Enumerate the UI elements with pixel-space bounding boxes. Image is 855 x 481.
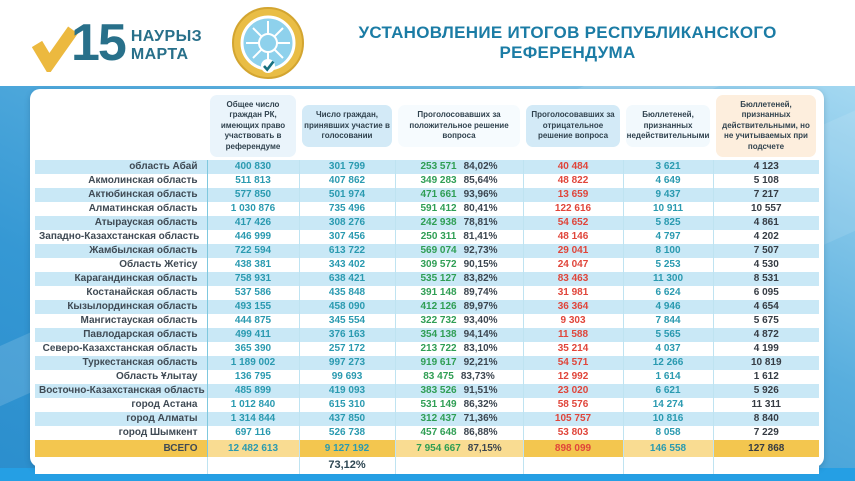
eligible-count: 444 875 [234, 315, 272, 327]
participated-count: 308 276 [299, 216, 395, 230]
eligible-count: 446 999 [234, 231, 272, 243]
invalid-ballots-count: 11 300 [623, 272, 713, 286]
invalid-ballots-count: 10 816 [623, 412, 713, 426]
no-votes-count: 23 020 [523, 384, 623, 398]
uncounted-ballots-count: 4 123 [713, 160, 819, 174]
participated-count: 345 554 [299, 314, 395, 328]
yes-votes-cell [395, 412, 523, 426]
participated-count: 376 163 [299, 328, 395, 342]
invalid-ballots-count: 7 844 [623, 314, 713, 328]
no-votes-count: 105 757 [523, 412, 623, 426]
total-yes-cell [395, 440, 523, 457]
invalid-ballots-count: 6 624 [623, 286, 713, 300]
eligible-count: 1 189 002 [207, 356, 299, 370]
uncounted-ballots-count: 8 840 [713, 412, 819, 426]
yes-votes-percent: 91,51% [463, 385, 498, 397]
region-name: Костанайская область [35, 286, 207, 300]
no-votes-count: 13 659 [523, 188, 623, 202]
yes-votes-count: 322 732 [420, 315, 457, 327]
yes-votes-count: 354 138 [420, 329, 457, 341]
invalid-ballots-count: 8 100 [623, 244, 713, 258]
participated-count: 501 974 [299, 188, 395, 202]
invalid-ballots-count: 12 266 [623, 356, 713, 370]
yes-votes-cell [395, 342, 523, 356]
eligible-count: 438 381 [234, 259, 272, 271]
region-name: Кызылординская область [35, 300, 207, 314]
no-votes-count: 11 588 [523, 328, 623, 342]
top-header-band [0, 0, 855, 86]
yes-votes-cell [395, 258, 523, 272]
no-votes-count: 58 576 [523, 398, 623, 412]
eligible-count: 697 116 [235, 427, 271, 439]
eligible-count: 493 155 [207, 300, 299, 314]
region-name: область Абай [35, 160, 207, 174]
no-votes-count: 29 041 [523, 244, 623, 258]
region-name: город Шымкент [35, 426, 207, 440]
table-row [35, 174, 819, 188]
table-row [35, 314, 819, 328]
table-row [35, 370, 819, 384]
yes-votes-percent: 86,32% [463, 399, 498, 411]
no-votes-count: 35 214 [523, 342, 623, 356]
yes-votes-count: 213 722 [420, 343, 457, 355]
uncounted-ballots-count: 7 507 [713, 244, 819, 258]
yes-votes-count: 309 572 [420, 259, 457, 271]
yes-votes-cell [395, 202, 523, 216]
eligible-count: 537 586 [234, 287, 272, 299]
no-votes-count: 48 146 [523, 230, 623, 244]
table-row [35, 258, 819, 272]
logo-month-text: НАУРЫЗ МАРТА [130, 28, 203, 63]
table-row [35, 328, 819, 342]
invalid-ballots-count: 8 058 [623, 426, 713, 440]
region-name: Павлодарская область [35, 328, 207, 342]
participated-count: 997 273 [299, 356, 395, 370]
uncounted-ballots-count: 11 311 [713, 398, 819, 412]
region-name: город Алматы [35, 412, 207, 426]
eligible-count: 722 594 [207, 244, 299, 258]
yes-votes-percent: 85,64% [463, 175, 498, 187]
total-no-votes: 898 099 [523, 440, 623, 457]
uncounted-ballots-count: 4 654 [713, 300, 819, 314]
table-row [35, 384, 819, 398]
total-eligible: 12 482 613 [207, 440, 299, 457]
yes-votes-percent: 94,14% [463, 329, 498, 341]
table-row [35, 202, 819, 216]
uncounted-ballots-count: 5 926 [713, 384, 819, 398]
yes-votes-percent: 90,15% [463, 259, 498, 271]
region-name: Восточно-Казахстанская область [35, 384, 207, 398]
participated-count: 638 421 [299, 272, 395, 286]
yes-votes-count: 383 526 [420, 385, 457, 397]
no-votes-count: 36 364 [523, 300, 623, 314]
yes-votes-count: 312 437 [420, 413, 457, 425]
table-row [35, 160, 819, 174]
participated-count: 343 402 [299, 258, 395, 272]
table-header [35, 92, 819, 160]
invalid-ballots-count: 3 621 [623, 160, 713, 174]
yes-votes-count: 591 412 [420, 203, 457, 215]
participated-count: 307 456 [299, 230, 395, 244]
uncounted-ballots-count: 10 819 [713, 356, 819, 370]
eligible-count: 136 795 [234, 371, 272, 383]
invalid-ballots-count: 4 946 [623, 300, 713, 314]
table-row [35, 412, 819, 426]
yes-votes-count: 253 571 [420, 161, 457, 173]
uncounted-ballots-count: 6 095 [713, 286, 819, 300]
no-votes-count: 122 616 [523, 202, 623, 216]
col-header-invalid-ballots: Бюллетеней, признанных недействительными [626, 105, 710, 146]
region-name: Область Ұлытау [35, 370, 207, 384]
yes-votes-percent: 89,74% [463, 287, 498, 299]
uncounted-ballots-count: 4 872 [713, 328, 819, 342]
no-votes-count: 24 047 [523, 258, 623, 272]
no-votes-count: 83 463 [523, 272, 623, 286]
invalid-ballots-count: 5 253 [623, 258, 713, 272]
participated-count: 99 693 [299, 370, 395, 384]
invalid-ballots-count: 5 825 [623, 216, 713, 230]
participated-count: 437 850 [299, 412, 395, 426]
yes-votes-cell [395, 286, 523, 300]
yes-votes-cell [395, 300, 523, 314]
total-row [35, 440, 819, 457]
eligible-count: 400 830 [207, 160, 299, 174]
total-uncounted-ballots: 127 868 [713, 440, 819, 457]
table-row [35, 216, 819, 230]
yes-votes-count: 242 938 [420, 217, 457, 229]
no-votes-count: 12 992 [523, 370, 623, 384]
yes-votes-count: 919 617 [420, 357, 457, 369]
yes-votes-count: 569 074 [420, 245, 457, 257]
col-header-yes-votes: Проголосовавших за положительное решение вопроса [398, 105, 520, 146]
total-yes-percent: 87,15% [467, 442, 502, 454]
no-votes-count: 40 484 [523, 160, 623, 174]
invalid-ballots-count: 4 037 [623, 342, 713, 356]
yes-votes-cell [395, 174, 523, 188]
yes-votes-cell [395, 314, 523, 328]
uncounted-ballots-count: 10 557 [713, 202, 819, 216]
page-title: УСТАНОВЛЕНИЕ ИТОГОВ РЕСПУБЛИКАНСКОГО РЕФЕРЕНДУМА [358, 23, 777, 62]
table-row [35, 426, 819, 440]
total-invalid-ballots: 146 558 [623, 440, 713, 457]
table-row [35, 244, 819, 258]
eligible-count: 511 813 [235, 175, 271, 187]
yes-votes-percent: 92,21% [463, 357, 498, 369]
eligible-count: 417 426 [207, 216, 299, 230]
yes-votes-cell [395, 216, 523, 230]
yes-votes-cell [395, 230, 523, 244]
yes-votes-percent: 92,73% [463, 245, 498, 257]
eligible-count: 499 411 [207, 328, 299, 342]
yes-votes-count: 83 475 [423, 371, 454, 383]
table-body [35, 160, 819, 440]
yes-votes-count: 535 127 [420, 273, 457, 285]
yes-votes-count: 250 311 [420, 231, 457, 243]
participated-count: 407 862 [299, 174, 395, 188]
yes-votes-count: 457 648 [420, 427, 457, 439]
eligible-count: 577 850 [207, 188, 299, 202]
yes-votes-percent: 93,96% [463, 189, 498, 201]
participated-count: 435 848 [299, 286, 395, 300]
invalid-ballots-count: 5 565 [623, 328, 713, 342]
table-row [35, 398, 819, 412]
no-votes-count: 54 571 [523, 356, 623, 370]
yes-votes-percent: 86,88% [463, 427, 498, 439]
yes-votes-percent: 83,10% [463, 343, 498, 355]
region-name: Актюбинская область [35, 188, 207, 202]
uncounted-ballots-count: 1 612 [713, 370, 819, 384]
no-votes-count: 53 803 [523, 426, 623, 440]
table-row [35, 286, 819, 300]
yes-votes-percent: 78,81% [463, 217, 498, 229]
yes-votes-cell [395, 272, 523, 286]
uncounted-ballots-count: 8 531 [713, 272, 819, 286]
col-header-participated: Число граждан, принявших участие в голосовании [302, 105, 392, 146]
uncounted-ballots-count: 4 530 [713, 258, 819, 272]
eligible-count: 365 390 [234, 343, 272, 355]
results-table-card [30, 89, 824, 472]
col-header-no-votes: Проголосовавших за отрицательное решение вопроса [526, 105, 620, 146]
logo-day-number: 15 [71, 14, 125, 72]
yes-votes-percent: 81,41% [463, 231, 498, 243]
invalid-ballots-count: 14 274 [623, 398, 713, 412]
region-name: Северо-Казахстанская область [35, 342, 207, 356]
participated-count: 301 799 [299, 160, 395, 174]
eligible-count: 1 030 876 [230, 203, 276, 215]
referendum-results-table [35, 92, 819, 474]
eligible-count: 1 314 844 [207, 412, 299, 426]
invalid-ballots-count: 1 614 [623, 370, 713, 384]
eligible-count: 1 012 840 [230, 399, 276, 411]
yes-votes-count: 531 149 [420, 399, 457, 411]
region-name: Область Жетісу [35, 258, 207, 272]
march-15-logo [32, 14, 202, 72]
invalid-ballots-count: 10 911 [623, 202, 713, 216]
invalid-ballots-count: 9 437 [623, 188, 713, 202]
total-label: ВСЕГО [35, 440, 207, 457]
participated-count: 735 496 [299, 202, 395, 216]
col-header-eligible: Общее число граждан РК, имеющих право участвовать в референдуме [210, 95, 296, 157]
table-row [35, 188, 819, 202]
yes-votes-cell [395, 160, 523, 174]
uncounted-ballots-count: 4 202 [713, 230, 819, 244]
table-row [35, 230, 819, 244]
yes-votes-percent: 83,82% [463, 273, 498, 285]
no-votes-count: 9 303 [523, 314, 623, 328]
uncounted-ballots-count: 5 675 [713, 314, 819, 328]
region-column-header [35, 92, 207, 160]
region-name: Атырауская область [35, 216, 207, 230]
participated-count: 613 722 [299, 244, 395, 258]
invalid-ballots-count: 6 621 [623, 384, 713, 398]
table-footer [35, 440, 819, 474]
region-name: Мангистауская область [35, 314, 207, 328]
no-votes-count: 31 981 [523, 286, 623, 300]
yes-votes-count: 349 283 [420, 175, 457, 187]
uncounted-ballots-count: 7 217 [713, 188, 819, 202]
yes-votes-percent: 80,41% [463, 203, 498, 215]
participated-count: 458 090 [299, 300, 395, 314]
yes-votes-percent: 93,40% [463, 315, 498, 327]
uncounted-ballots-count: 7 229 [713, 426, 819, 440]
referendum-seal-emblem [232, 7, 304, 79]
col-header-uncounted-ballots: Бюллетеней, признанных действительными, но не учитываемых при подсчете [716, 95, 816, 157]
turnout-row [35, 457, 819, 474]
yes-votes-cell [395, 188, 523, 202]
total-yes-votes: 7 954 667 [416, 442, 461, 454]
region-name: Западно-Казахстанская область [35, 230, 207, 244]
invalid-ballots-count: 4 797 [623, 230, 713, 244]
yes-votes-cell [395, 328, 523, 342]
region-name: Карагандинская область [35, 272, 207, 286]
yes-votes-cell [395, 426, 523, 440]
region-name: Туркестанская область [35, 356, 207, 370]
eligible-count: 485 899 [207, 384, 299, 398]
region-name: город Астана [35, 398, 207, 412]
total-participated: 9 127 192 [299, 440, 395, 457]
table-row [35, 356, 819, 370]
table-row [35, 342, 819, 356]
yes-votes-percent: 83,73% [460, 371, 495, 383]
no-votes-count: 54 652 [523, 216, 623, 230]
uncounted-ballots-count: 5 108 [713, 174, 819, 188]
no-votes-count: 48 822 [523, 174, 623, 188]
table-row [35, 272, 819, 286]
yes-votes-cell [395, 244, 523, 258]
yes-votes-count: 412 126 [420, 301, 457, 313]
region-name: Акмолинская область [35, 174, 207, 188]
yes-votes-percent: 71,36% [463, 413, 498, 425]
yes-votes-cell [395, 356, 523, 370]
yes-votes-cell [395, 384, 523, 398]
yes-votes-cell [395, 398, 523, 412]
participated-count: 615 310 [299, 398, 395, 412]
uncounted-ballots-count: 4 199 [713, 342, 819, 356]
region-name: Алматинская область [35, 202, 207, 216]
uncounted-ballots-count: 4 861 [713, 216, 819, 230]
region-name: Жамбылская область [35, 244, 207, 258]
participated-count: 419 093 [299, 384, 395, 398]
invalid-ballots-count: 4 649 [623, 174, 713, 188]
turnout-percent: 73,12% [299, 457, 395, 474]
yes-votes-percent: 89,97% [463, 301, 498, 313]
participated-count: 257 172 [299, 342, 395, 356]
participated-count: 526 738 [299, 426, 395, 440]
yes-votes-cell [395, 370, 523, 384]
yes-votes-count: 471 661 [420, 189, 457, 201]
yes-votes-count: 391 148 [420, 287, 457, 299]
yes-votes-percent: 84,02% [463, 161, 498, 173]
table-row [35, 300, 819, 314]
eligible-count: 758 931 [207, 272, 299, 286]
